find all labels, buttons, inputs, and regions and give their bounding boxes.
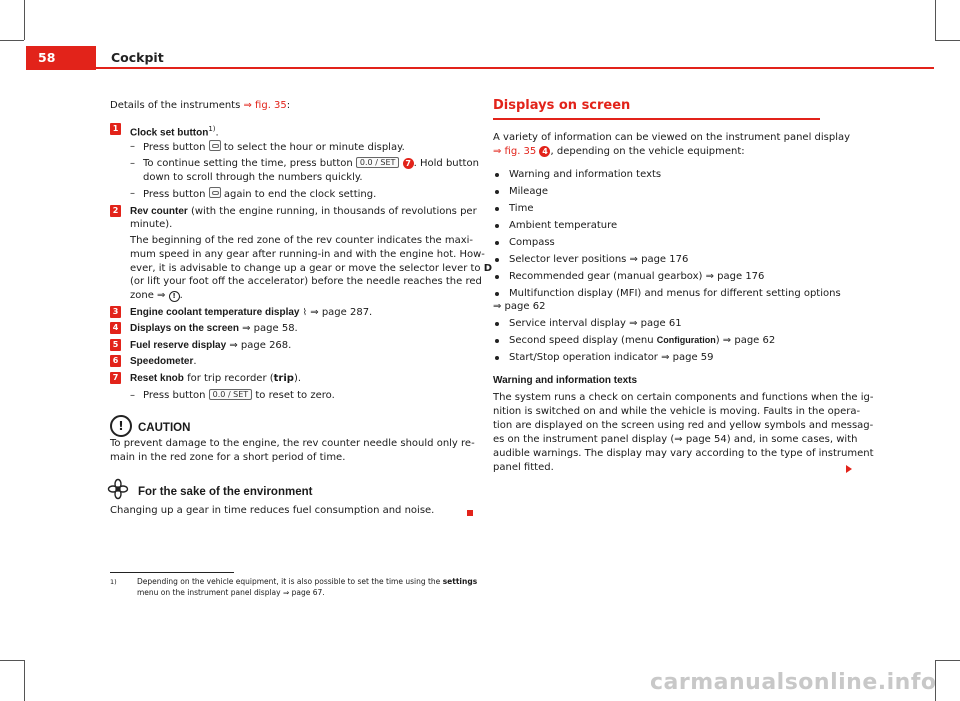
item-number-1: 1	[110, 123, 121, 135]
crop-mark	[24, 0, 25, 40]
set-key: 0.0 / SET	[209, 389, 253, 400]
item-number-6: 6	[110, 355, 121, 367]
reset-step: Press button 0.0 / SET to reset to zero.	[143, 390, 335, 401]
list-item: Selector lever positions ⇒ page 176	[509, 254, 689, 265]
end-mark	[467, 510, 473, 516]
list-item-cont: ⇒ page 62	[493, 301, 546, 312]
clock-button-icon	[209, 140, 221, 151]
item-number-3: 3	[110, 306, 121, 318]
dash: –	[130, 158, 135, 169]
item-label: Reset knob	[130, 373, 184, 384]
list-item: Ambient temperature	[509, 220, 618, 231]
item-clock-set: Clock set button$^{1)}$.	[130, 125, 219, 139]
item-coolant: Engine coolant temperature display ⌇ ⇒ page 287.	[130, 307, 373, 318]
warning-line: tion are displayed on the screen using red and yellow symbols and messag-	[493, 420, 874, 431]
item-speedometer: Speedometer.	[130, 356, 197, 367]
warning-heading: Warning and information texts	[493, 375, 638, 386]
instruments-intro: Details of the instruments ⇒ fig. 35:	[110, 100, 291, 111]
clock-step-2: To continue setting the time, press button 0.0 / SET 7 . Hold button	[143, 158, 479, 169]
crop-mark	[935, 0, 936, 40]
rev-line: zone ⇒ ! .	[130, 290, 183, 301]
list-item: Compass	[509, 237, 555, 248]
crop-mark	[0, 660, 24, 661]
watermark: carmanualsonline.info	[650, 670, 937, 695]
clock-step-1: Press button to select the hour or minute display.	[143, 142, 405, 153]
bullet-dot	[495, 275, 499, 279]
right-intro-line: A variety of information can be viewed on the instrument panel display	[493, 132, 851, 143]
warning-icon: !	[169, 291, 180, 302]
item-fuel: Fuel reserve display ⇒ page 268.	[130, 340, 292, 351]
rev-line: mum speed in any gear after running-in and with the engine hot. How-	[130, 249, 485, 260]
environment-text: Changing up a gear in time reduces fuel consumption and noise.	[110, 505, 435, 516]
item-reset-knob: Reset knob for trip recorder (trip).	[130, 373, 302, 384]
page-number-box	[26, 46, 96, 70]
coolant-temp-icon: ⌇	[302, 308, 308, 318]
list-item: Second speed display (menu Configuration) ⇒ page 62	[509, 335, 776, 346]
bullet-dot	[495, 173, 499, 177]
footnote-line: menu on the instrument panel display ⇒ page 67.	[137, 588, 325, 597]
caution-line: main in the red zone for a short period of time.	[110, 452, 346, 463]
warning-line: panel fitted.	[493, 462, 554, 473]
crop-mark	[935, 660, 960, 661]
page-number: 58	[38, 50, 56, 65]
item-label: Rev counter	[130, 206, 188, 217]
footnote-line: Depending on the vehicle equipment, it is also possible to set the time using the settings	[137, 577, 478, 586]
fig-link[interactable]: ⇒ fig. 35	[243, 100, 287, 111]
list-item: Service interval display ⇒ page 61	[509, 318, 682, 329]
crop-mark	[0, 40, 24, 41]
rev-line: minute).	[130, 219, 173, 230]
rev-line: ever, it is advisable to change up a gear or move the selector lever to D	[130, 263, 493, 274]
bullet-dot	[495, 190, 499, 194]
set-key: 0.0 / SET	[356, 157, 400, 168]
caution-line: To prevent damage to the engine, the rev counter needle should only re-	[110, 438, 475, 449]
section-rule	[493, 118, 820, 120]
item-number-7: 7	[110, 372, 121, 384]
dash: –	[130, 390, 135, 401]
bullet-dot	[495, 292, 499, 296]
environment-title: For the sake of the environment	[138, 486, 313, 498]
item-number-2: 2	[110, 205, 121, 217]
warning-line: nition is switched on and while the vehicle is moving. Faults in the opera-	[493, 406, 861, 417]
ref-number: 4	[539, 146, 550, 157]
flower-icon	[107, 478, 129, 500]
rev-line: The beginning of the red zone of the rev counter indicates the maxi-	[130, 235, 474, 246]
clock-step-3: Press button again to end the clock setting.	[143, 189, 377, 200]
item-label: Fuel reserve display	[130, 340, 227, 351]
bullet-dot	[495, 339, 499, 343]
clock-button-icon	[209, 187, 221, 198]
item-number-4: 4	[110, 322, 121, 334]
list-item: Time	[509, 203, 534, 214]
warning-line: audible warnings. The display may vary according to the type of instrument	[493, 448, 874, 459]
warning-line: The system runs a check on certain components and functions when the ig-	[493, 392, 874, 403]
clock-step-2-cont: down to scroll through the numbers quickly.	[143, 172, 363, 183]
right-intro-line: ⇒ fig. 35 4 , depending on the vehicle equipment:	[493, 146, 745, 157]
bullet-dot	[495, 241, 499, 245]
list-item: Start/Stop operation indicator ⇒ page 59	[509, 352, 714, 363]
section-title: Displays on screen	[493, 98, 631, 113]
header-title: Cockpit	[111, 50, 164, 65]
caution-title: CAUTION	[138, 422, 191, 434]
item-label: Displays on the screen	[130, 323, 239, 334]
list-item: Mileage	[509, 186, 548, 197]
list-item: Warning and information texts	[509, 169, 662, 180]
footnote-rule	[110, 572, 234, 573]
list-item: Recommended gear (manual gearbox) ⇒ page 176	[509, 271, 765, 282]
list-item: Multifunction display (MFI) and menus for different setting options	[509, 288, 841, 299]
dash: –	[130, 188, 135, 199]
bullet-dot	[495, 258, 499, 262]
item-number-5: 5	[110, 339, 121, 351]
rev-line: (or lift your foot off the accelerator) before the needle reaches the red	[130, 276, 482, 287]
item-label: Speedometer	[130, 356, 194, 367]
crop-mark	[935, 40, 960, 41]
header-rule	[96, 67, 934, 69]
item-rev-counter: Rev counter (with the engine running, in thousands of revolutions per	[130, 206, 477, 217]
caution-icon: !	[110, 415, 132, 437]
footnote-mark: 1)	[110, 578, 117, 586]
ref-number: 7	[403, 158, 414, 169]
continue-arrow-icon	[846, 465, 852, 473]
item-label: Engine coolant temperature display	[130, 307, 300, 318]
item-displays: Displays on the screen ⇒ page 58.	[130, 323, 298, 334]
item-label: Clock set button	[130, 127, 209, 139]
bullet-dot	[495, 207, 499, 211]
warning-line: es on the instrument panel display (⇒ page 54) and, in some cases, with	[493, 434, 858, 445]
dash: –	[130, 141, 135, 152]
fig-link[interactable]: ⇒ fig. 35	[493, 146, 537, 157]
bullet-dot	[495, 224, 499, 228]
bullet-dot	[495, 322, 499, 326]
bullet-dot	[495, 356, 499, 360]
crop-mark	[24, 660, 25, 701]
